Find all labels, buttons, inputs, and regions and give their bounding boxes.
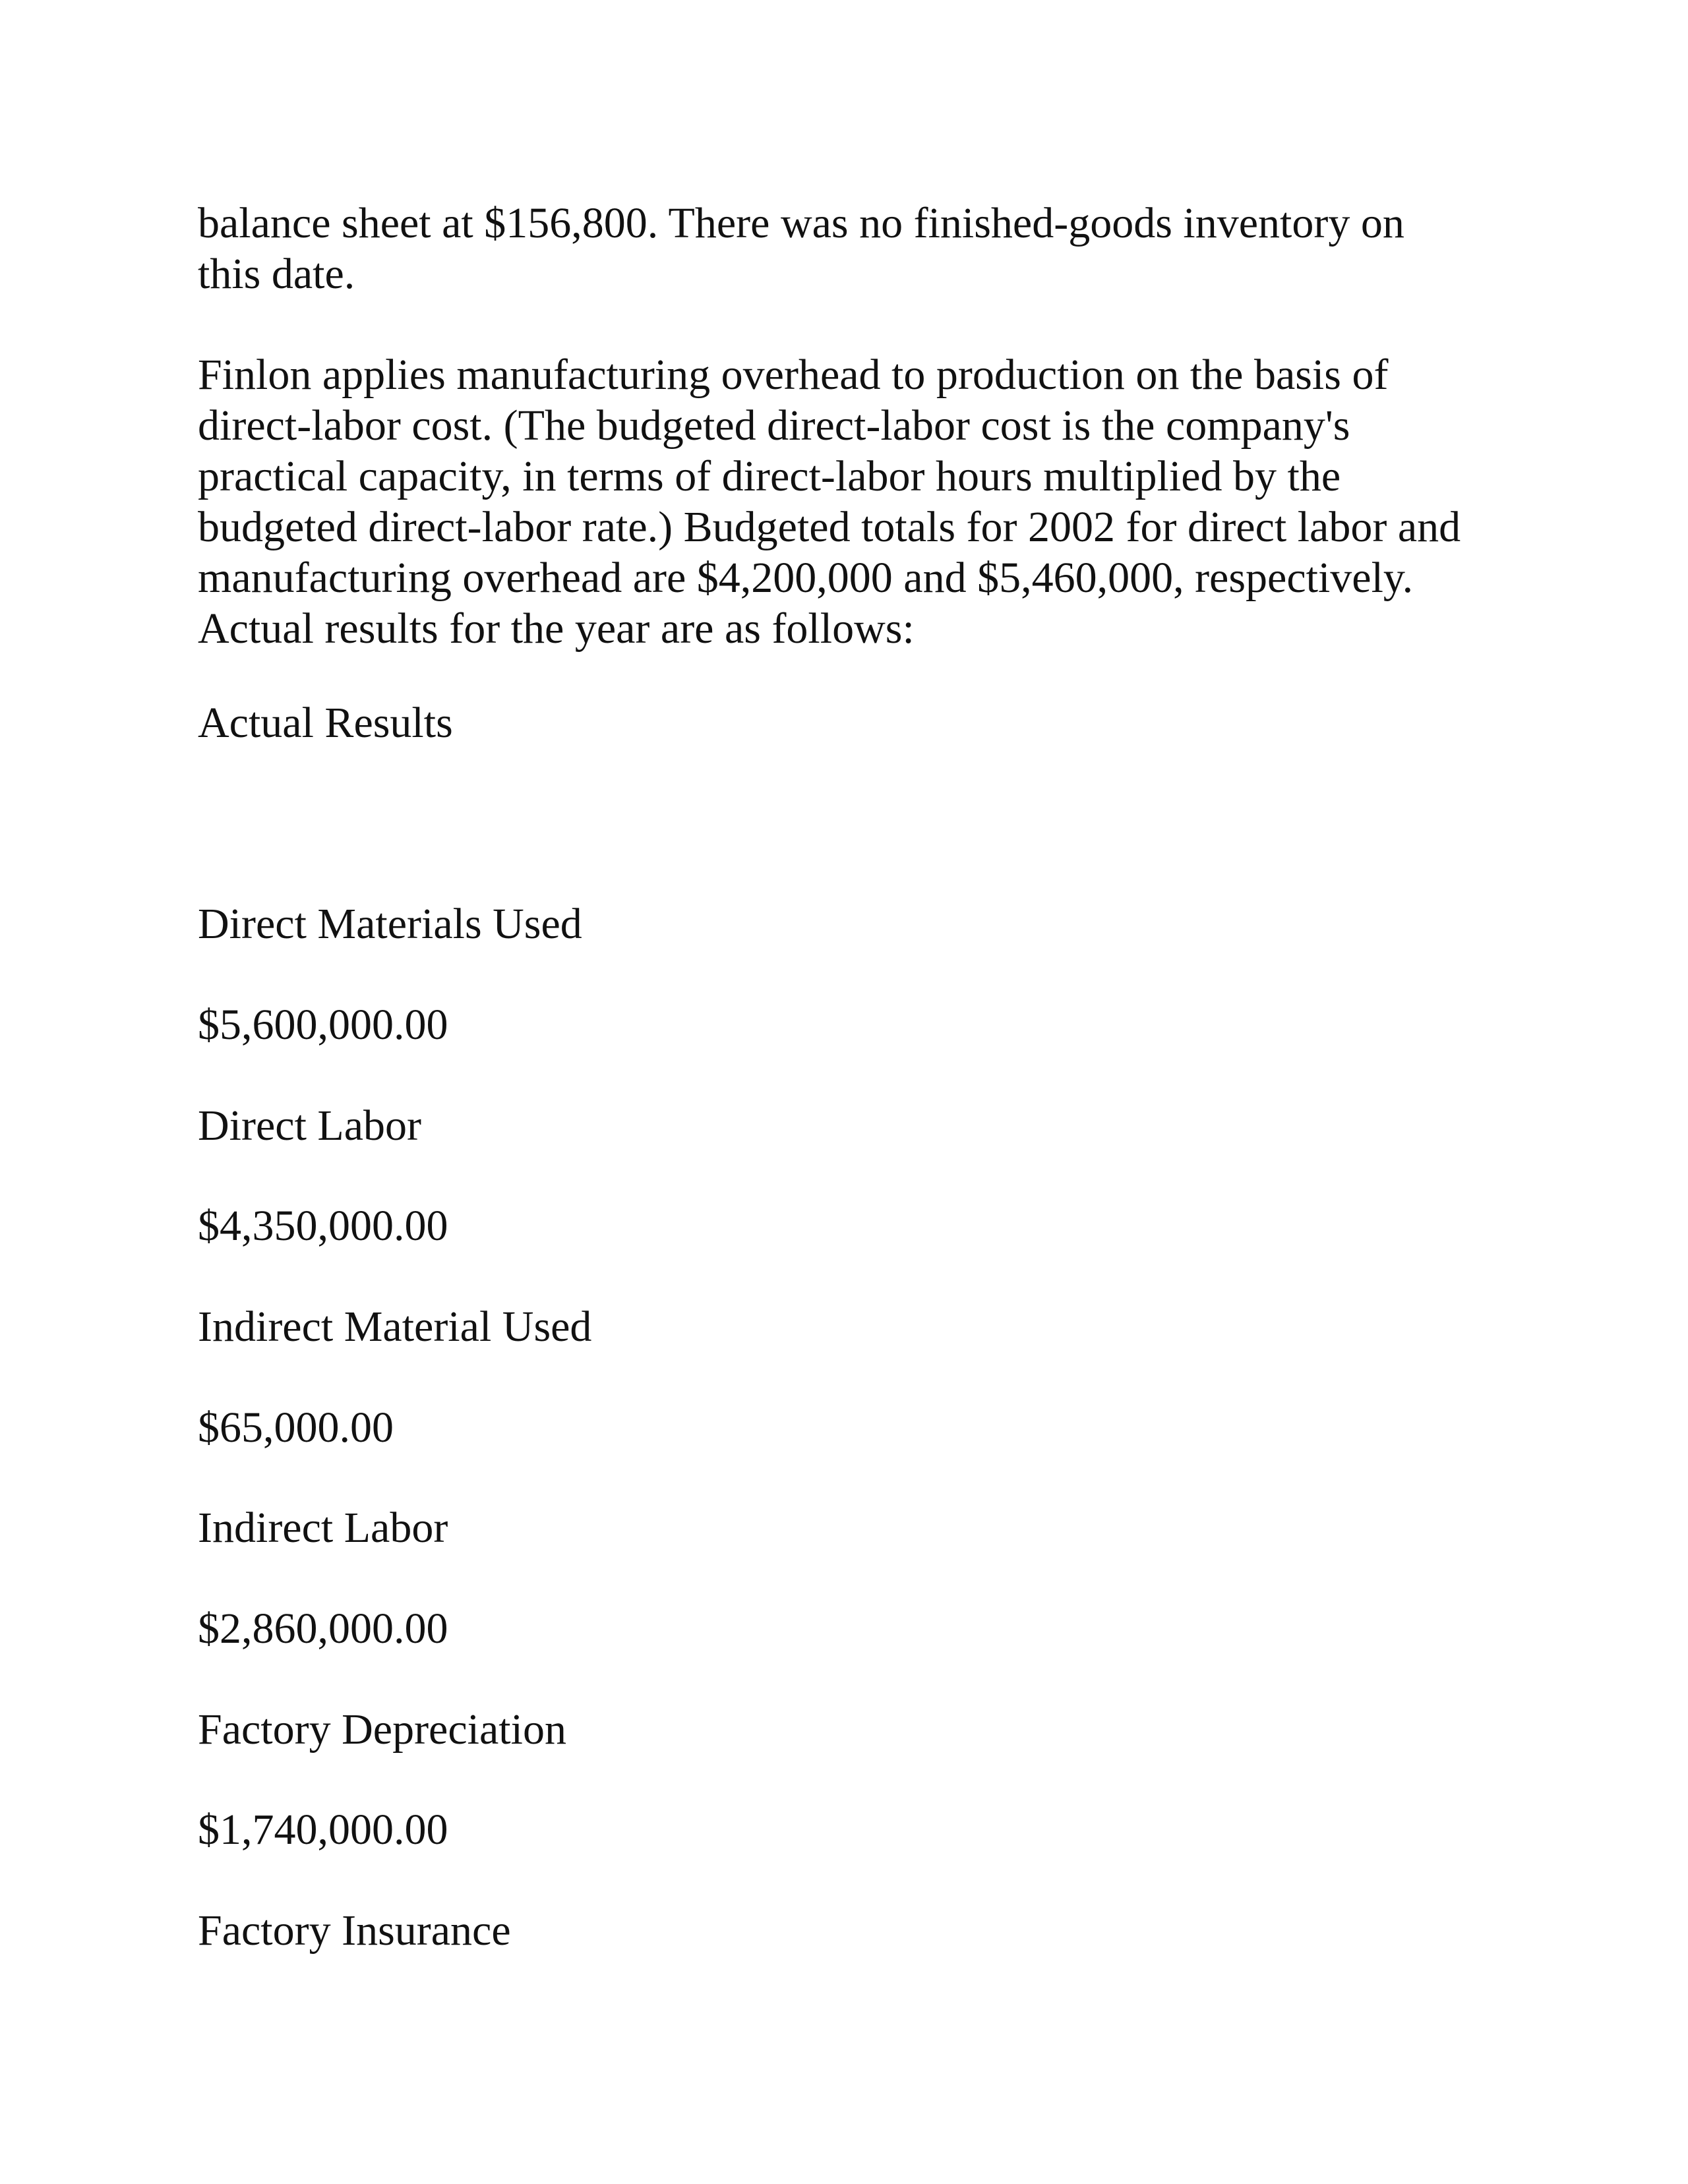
item-label: Factory Depreciation [198,1705,566,1754]
item-value: $1,740,000.00 [198,1806,448,1854]
paragraph-line: manufacturing overhead are $4,200,000 and $5,460,000, respectively. [198,554,1414,602]
item-value: $4,350,000.00 [198,1202,448,1250]
paragraph-line: Finlon applies manufacturing overhead to production on the basis of [198,351,1389,399]
item-label: Indirect Material Used [198,1303,592,1351]
paragraph-line: practical capacity, in terms of direct-labor hours multiplied by the [198,452,1341,500]
item-value: $5,600,000.00 [198,1001,448,1049]
item-label: Direct Materials Used [198,900,582,948]
paragraph-line: direct-labor cost. (The budgeted direct-labor cost is the company's [198,401,1350,450]
item-value: $65,000.00 [198,1403,394,1452]
intro-paragraph [198,198,1517,299]
paragraph-line: budgeted direct-labor rate.) Budgeted totals for 2002 for direct labor and [198,503,1461,551]
paragraph-line: this date. [198,250,355,298]
paragraph-line: balance sheet at $156,800. There was no finished-goods inventory on [198,199,1404,247]
item-label: Direct Labor [198,1102,421,1150]
item-value: $2,860,000.00 [198,1605,448,1653]
item-label: Indirect Labor [198,1504,448,1552]
overhead-paragraph [198,349,1517,654]
item-label: Factory Insurance [198,1906,511,1955]
actual-results-heading: Actual Results [198,699,453,747]
paragraph-line: Actual results for the year are as follows: [198,605,915,653]
